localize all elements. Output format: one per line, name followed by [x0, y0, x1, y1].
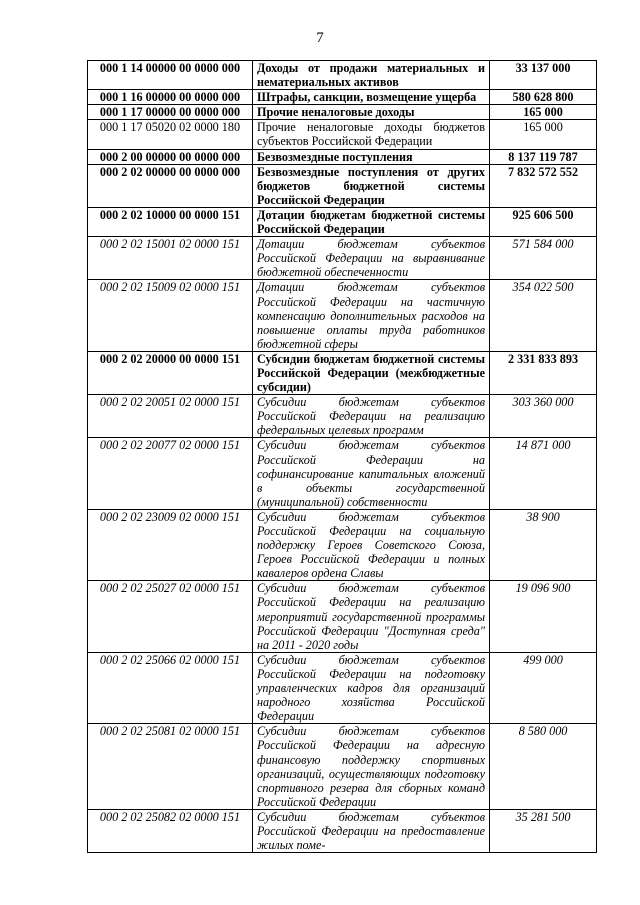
revenue-name-cell: Доходы от продажи материальных и нематериальных активов	[253, 61, 490, 90]
amount-cell: 38 900	[490, 509, 597, 580]
amount-cell: 8 137 119 787	[490, 149, 597, 164]
amount-cell: 8 580 000	[490, 724, 597, 810]
table-row	[88, 280, 597, 351]
revenue-name-cell: Прочие неналоговые доходы бюджетов субъектов Российской Федерации	[253, 120, 490, 149]
table-row	[88, 149, 597, 164]
revenue-name-cell: Субсидии бюджетам субъектов Российской Федерации на реализацию федеральных целевых программ	[253, 395, 490, 438]
revenue-name-cell: Субсидии бюджетам субъектов Российской Федерации на адресную финансовую поддержку спортивных организаций, осуществляющих подготовку спортивного резерва для сборных команд Российской Федерации	[253, 724, 490, 810]
table-row	[88, 207, 597, 236]
budget-code-cell: 000 2 02 23009 02 0000 151	[88, 509, 253, 580]
budget-code-cell: 000 2 02 25082 02 0000 151	[88, 809, 253, 852]
budget-code-cell: 000 1 14 00000 00 0000 000	[88, 61, 253, 90]
amount-cell: 925 606 500	[490, 207, 597, 236]
budget-code-cell: 000 2 02 10000 00 0000 151	[88, 207, 253, 236]
amount-cell: 19 096 900	[490, 581, 597, 652]
budget-code-cell: 000 1 17 00000 00 0000 000	[88, 105, 253, 120]
budget-code-cell: 000 1 16 00000 00 0000 000	[88, 90, 253, 105]
amount-cell: 2 331 833 893	[490, 351, 597, 394]
revenue-name-cell: Субсидии бюджетам субъектов Российской Федерации на софинансирование капитальных вложений в объекты государственной (муниципальной) собственности	[253, 438, 490, 509]
table-row	[88, 581, 597, 652]
budget-code-cell: 000 2 02 25027 02 0000 151	[88, 581, 253, 652]
table-row	[88, 61, 597, 90]
revenue-name-cell: Субсидии бюджетам субъектов Российской Федерации на предоставление жилых поме-	[253, 809, 490, 852]
revenue-name-cell: Дотации бюджетам субъектов Российской Федерации на частичную компенсацию дополнительных расходов на повышение оплаты труда работников бюджетной сферы	[253, 280, 490, 351]
budget-code-cell: 000 2 02 20051 02 0000 151	[88, 395, 253, 438]
table-row	[88, 351, 597, 394]
amount-cell: 354 022 500	[490, 280, 597, 351]
revenue-name-cell: Субсидии бюджетам субъектов Российской Федерации на подготовку управленческих кадров для организаций народного хозяйства Российской Федерации	[253, 652, 490, 723]
budget-code-cell: 000 2 02 20000 00 0000 151	[88, 351, 253, 394]
amount-cell: 33 137 000	[490, 61, 597, 90]
budget-code-cell: 000 2 02 20077 02 0000 151	[88, 438, 253, 509]
table-row	[88, 509, 597, 580]
amount-cell: 14 871 000	[490, 438, 597, 509]
revenue-name-cell: Дотации бюджетам субъектов Российской Федерации на выравнивание бюджетной обеспеченности	[253, 237, 490, 280]
revenue-name-cell: Субсидии бюджетам бюджетной системы Российской Федерации (межбюджетные субсидии)	[253, 351, 490, 394]
amount-cell: 35 281 500	[490, 809, 597, 852]
budget-code-cell: 000 2 02 00000 00 0000 000	[88, 164, 253, 207]
revenue-name-cell: Безвозмездные поступления	[253, 149, 490, 164]
table-row	[88, 105, 597, 120]
table-row	[88, 438, 597, 509]
amount-cell: 303 360 000	[490, 395, 597, 438]
budget-code-cell: 000 2 02 25081 02 0000 151	[88, 724, 253, 810]
table-row	[88, 395, 597, 438]
table-row	[88, 164, 597, 207]
budget-code-cell: 000 2 02 15009 02 0000 151	[88, 280, 253, 351]
revenue-name-cell: Дотации бюджетам бюджетной системы Российской Федерации	[253, 207, 490, 236]
budget-code-cell: 000 1 17 05020 02 0000 180	[88, 120, 253, 149]
table-row	[88, 724, 597, 810]
amount-cell: 165 000	[490, 105, 597, 120]
budget-code-cell: 000 2 02 25066 02 0000 151	[88, 652, 253, 723]
amount-cell: 580 628 800	[490, 90, 597, 105]
revenue-name-cell: Прочие неналоговые доходы	[253, 105, 490, 120]
amount-cell: 165 000	[490, 120, 597, 149]
amount-cell: 7 832 572 552	[490, 164, 597, 207]
amount-cell: 571 584 000	[490, 237, 597, 280]
amount-cell: 499 000	[490, 652, 597, 723]
table-row	[88, 652, 597, 723]
revenue-name-cell: Штрафы, санкции, возмещение ущерба	[253, 90, 490, 105]
table-body	[88, 61, 597, 853]
table-row	[88, 809, 597, 852]
page-number: 7	[316, 30, 324, 46]
revenue-name-cell: Безвозмездные поступления от других бюджетов бюджетной системы Российской Федерации	[253, 164, 490, 207]
table-row	[88, 120, 597, 149]
budget-code-cell: 000 2 00 00000 00 0000 000	[88, 149, 253, 164]
revenue-name-cell: Субсидии бюджетам субъектов Российской Федерации на реализацию мероприятий государственной программы Российской Федерации "Доступная среда" на 2011 - 2020 годы	[253, 581, 490, 652]
table-row	[88, 90, 597, 105]
table-row	[88, 237, 597, 280]
budget-revenue-table	[87, 60, 597, 853]
revenue-name-cell: Субсидии бюджетам субъектов Российской Федерации на социальную поддержку Героев Советского Союза, Героев Российской Федерации и полных кавалеров ордена Славы	[253, 509, 490, 580]
budget-code-cell: 000 2 02 15001 02 0000 151	[88, 237, 253, 280]
